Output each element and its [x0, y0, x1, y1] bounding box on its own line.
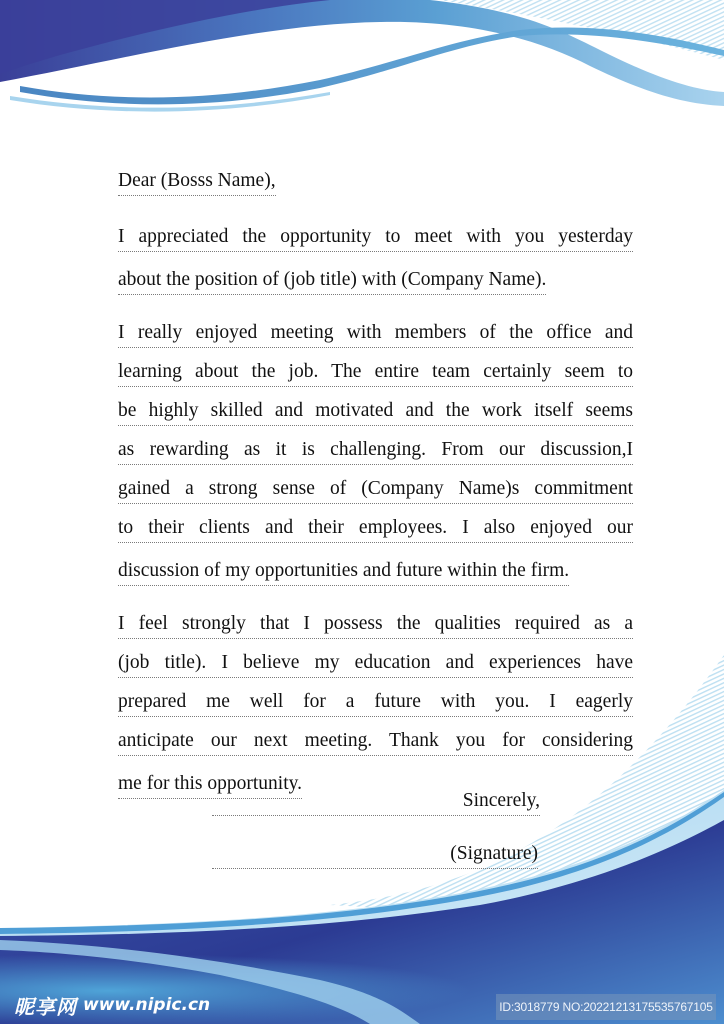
closing-sincerely: Sincerely,	[212, 786, 540, 816]
text-line: anticipate our next meeting. Thank you for considering	[118, 726, 633, 756]
greeting: Dear (Bosss Name),	[118, 166, 276, 196]
watermark-id-badge: ID:3018779 NO:20221213175535767105	[496, 994, 716, 1020]
paragraph-1	[118, 222, 633, 304]
text-line: about the position of (job title) with (Company Name).	[118, 265, 546, 295]
signature-line: (Signature)	[212, 839, 538, 869]
site-watermark	[14, 992, 210, 1018]
letter-body	[118, 162, 633, 808]
text-line: (job title). I believe my education and experiences have	[118, 648, 633, 678]
text-line: prepared me well for a future with you. I eagerly	[118, 687, 633, 717]
text-line: I appreciated the opportunity to meet with you yesterday	[118, 222, 633, 252]
watermark-url: www.nipic.cn	[83, 995, 211, 1015]
text-line: I really enjoyed meeting with members of the office and	[118, 318, 633, 348]
text-line: I feel strongly that I possess the qualities required as a	[118, 609, 633, 639]
text-line: as rewarding as it is challenging. From our discussion,I	[118, 435, 633, 465]
text-line: learning about the job. The entire team certainly seem to	[118, 357, 633, 387]
watermark-logo: 昵享网	[14, 994, 77, 1019]
text-line: discussion of my opportunities and future within the firm.	[118, 556, 569, 586]
text-line: to their clients and their employees. I also enjoyed our	[118, 513, 633, 543]
paragraph-3	[118, 609, 633, 808]
text-line: gained a strong sense of (Company Name)s commitment	[118, 474, 633, 504]
paragraph-2	[118, 318, 633, 595]
text-line: be highly skilled and motivated and the work itself seems	[118, 396, 633, 426]
text-line: me for this opportunity.	[118, 769, 302, 799]
